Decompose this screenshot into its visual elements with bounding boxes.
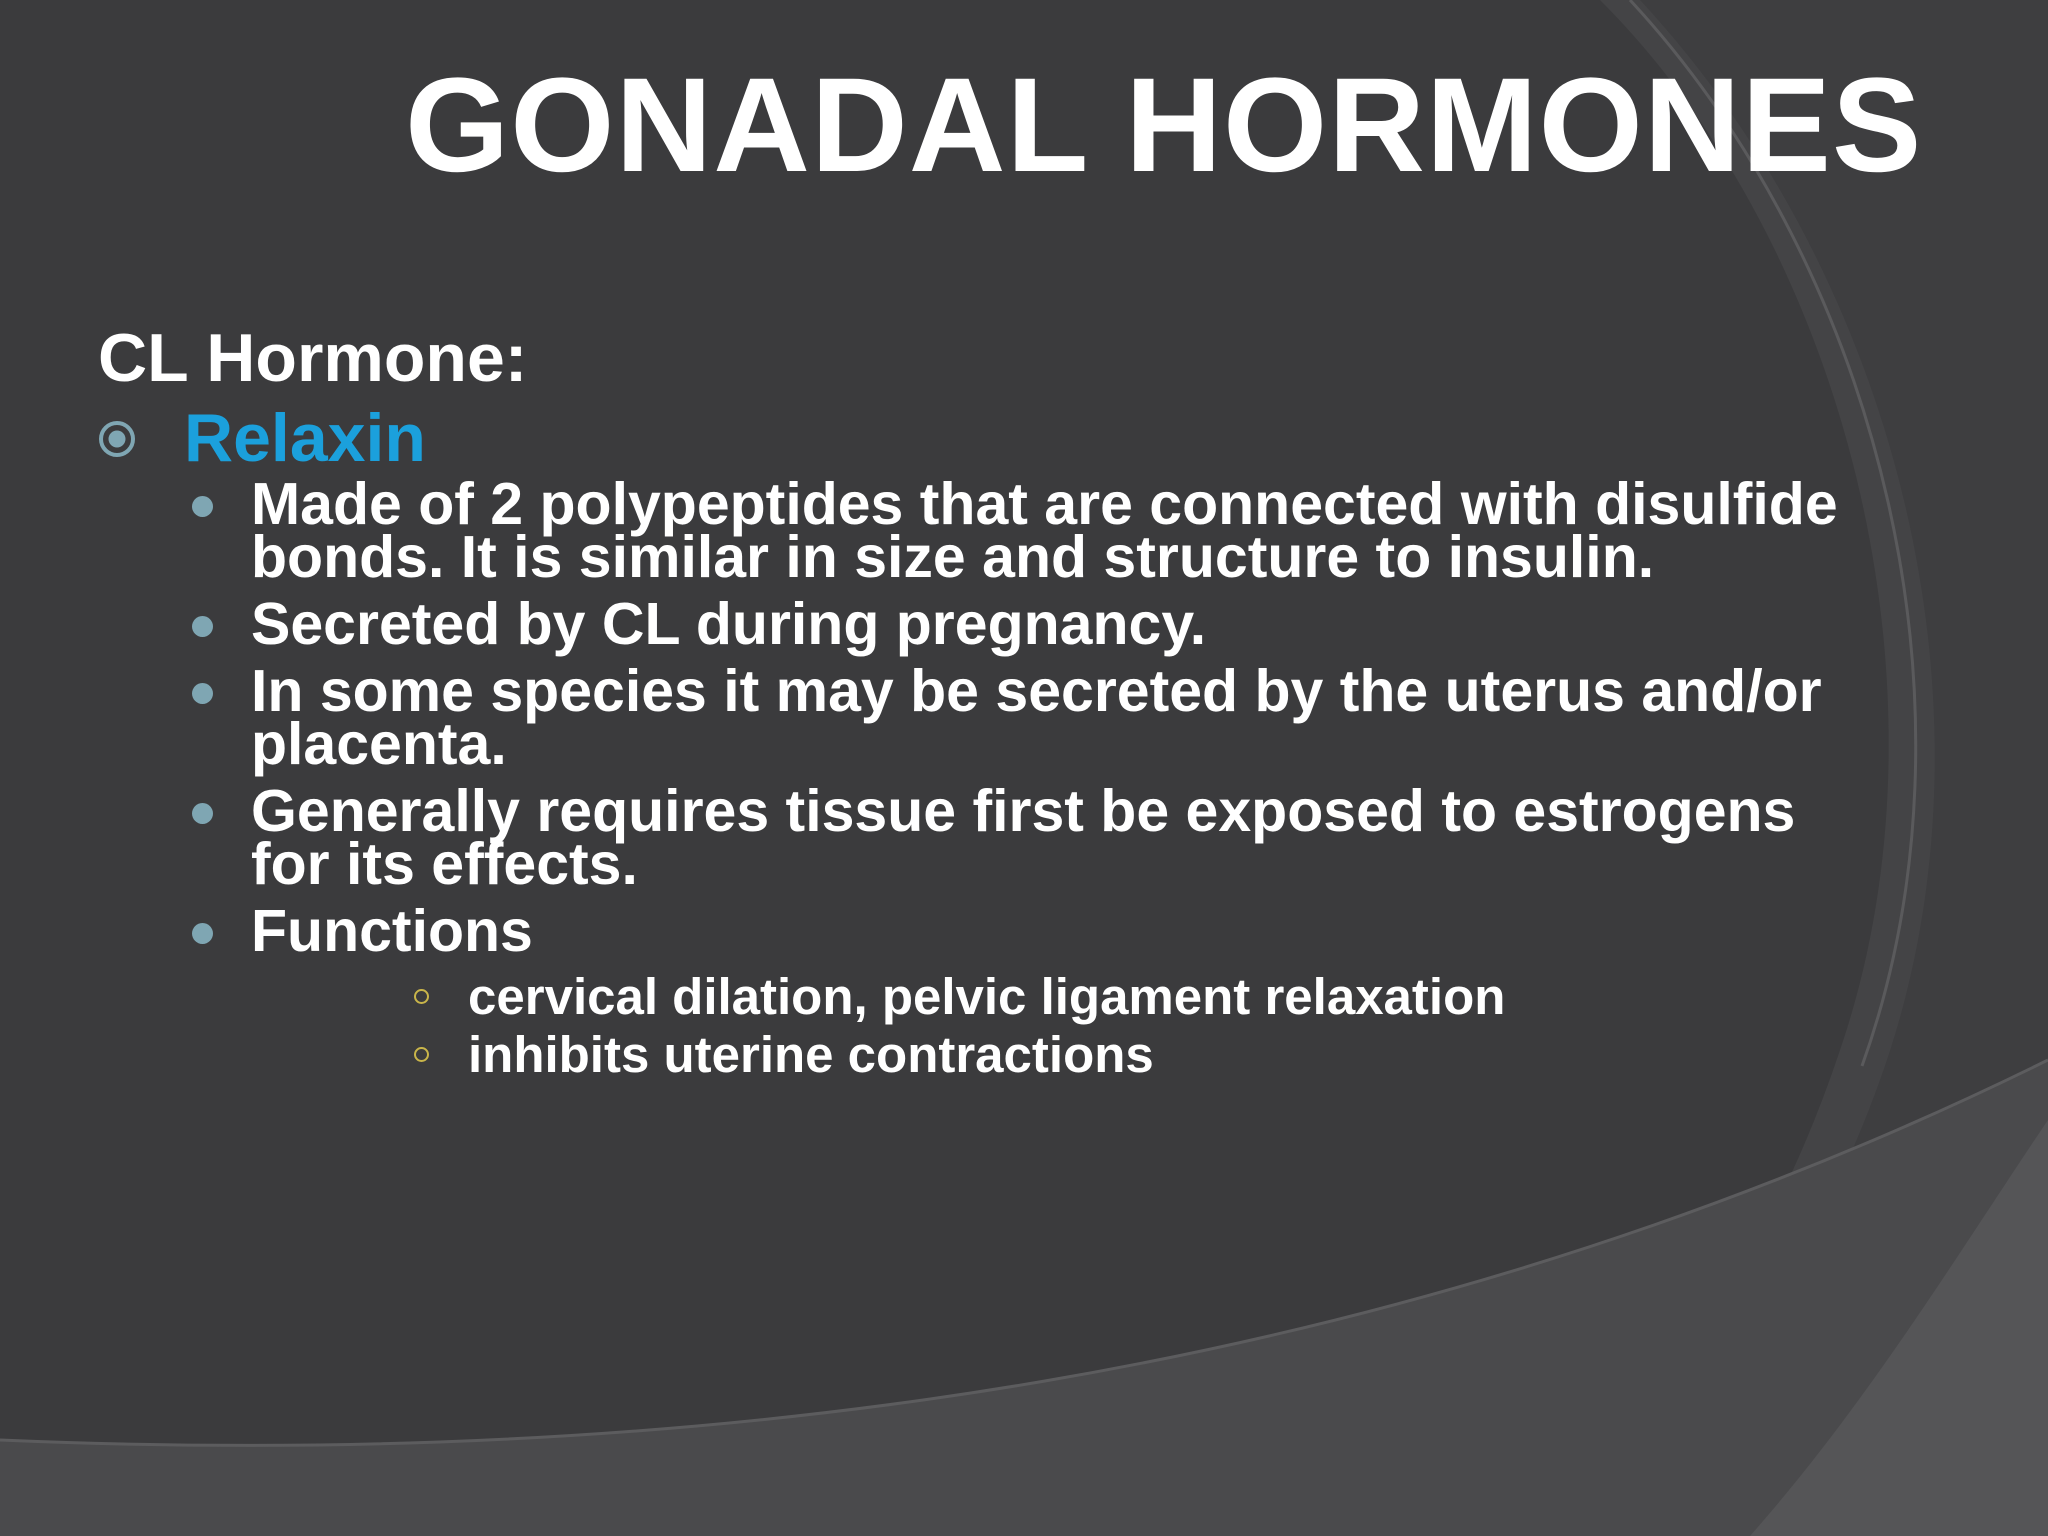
- dot-icon: [192, 616, 213, 637]
- dot-icon: [192, 683, 213, 704]
- dot-icon: [192, 923, 213, 944]
- slide-content: [98, 318, 1858, 1084]
- function-item: [251, 1026, 1858, 1084]
- topic-item: [98, 398, 1858, 478]
- list-item: [98, 778, 1858, 897]
- dot-icon: [192, 496, 213, 517]
- list-item: [98, 471, 1858, 590]
- dot-icon: [192, 803, 213, 824]
- target-ring-icon: [98, 420, 136, 458]
- functions-list: [251, 968, 1858, 1084]
- point-text: Secreted by CL during pregnancy.: [251, 591, 1207, 657]
- point-text: Made of 2 polypeptides that are connected with disulfide bonds. It is similar in size and structure to insulin.: [251, 471, 1838, 590]
- list-item: [98, 591, 1858, 657]
- hollow-circle-icon: [414, 1047, 429, 1062]
- points-list: [98, 471, 1858, 1084]
- function-text: inhibits uterine contractions: [468, 1026, 1154, 1083]
- section-heading: CL Hormone:: [98, 320, 528, 396]
- point-text: Functions: [251, 898, 533, 964]
- list-item: [98, 658, 1858, 777]
- function-text: cervical dilation, pelvic ligament relaxation: [468, 968, 1506, 1025]
- slide-title: GONADAL HORMONES: [405, 51, 1923, 200]
- point-text: In some species it may be secreted by the uterus and/or placenta.: [251, 658, 1822, 777]
- topic-label: Relaxin: [184, 400, 426, 476]
- hollow-circle-icon: [414, 989, 429, 1004]
- point-text: Generally requires tissue first be exposed to estrogens for its effects.: [251, 778, 1796, 897]
- function-item: [251, 968, 1858, 1026]
- list-item: [98, 898, 1858, 1084]
